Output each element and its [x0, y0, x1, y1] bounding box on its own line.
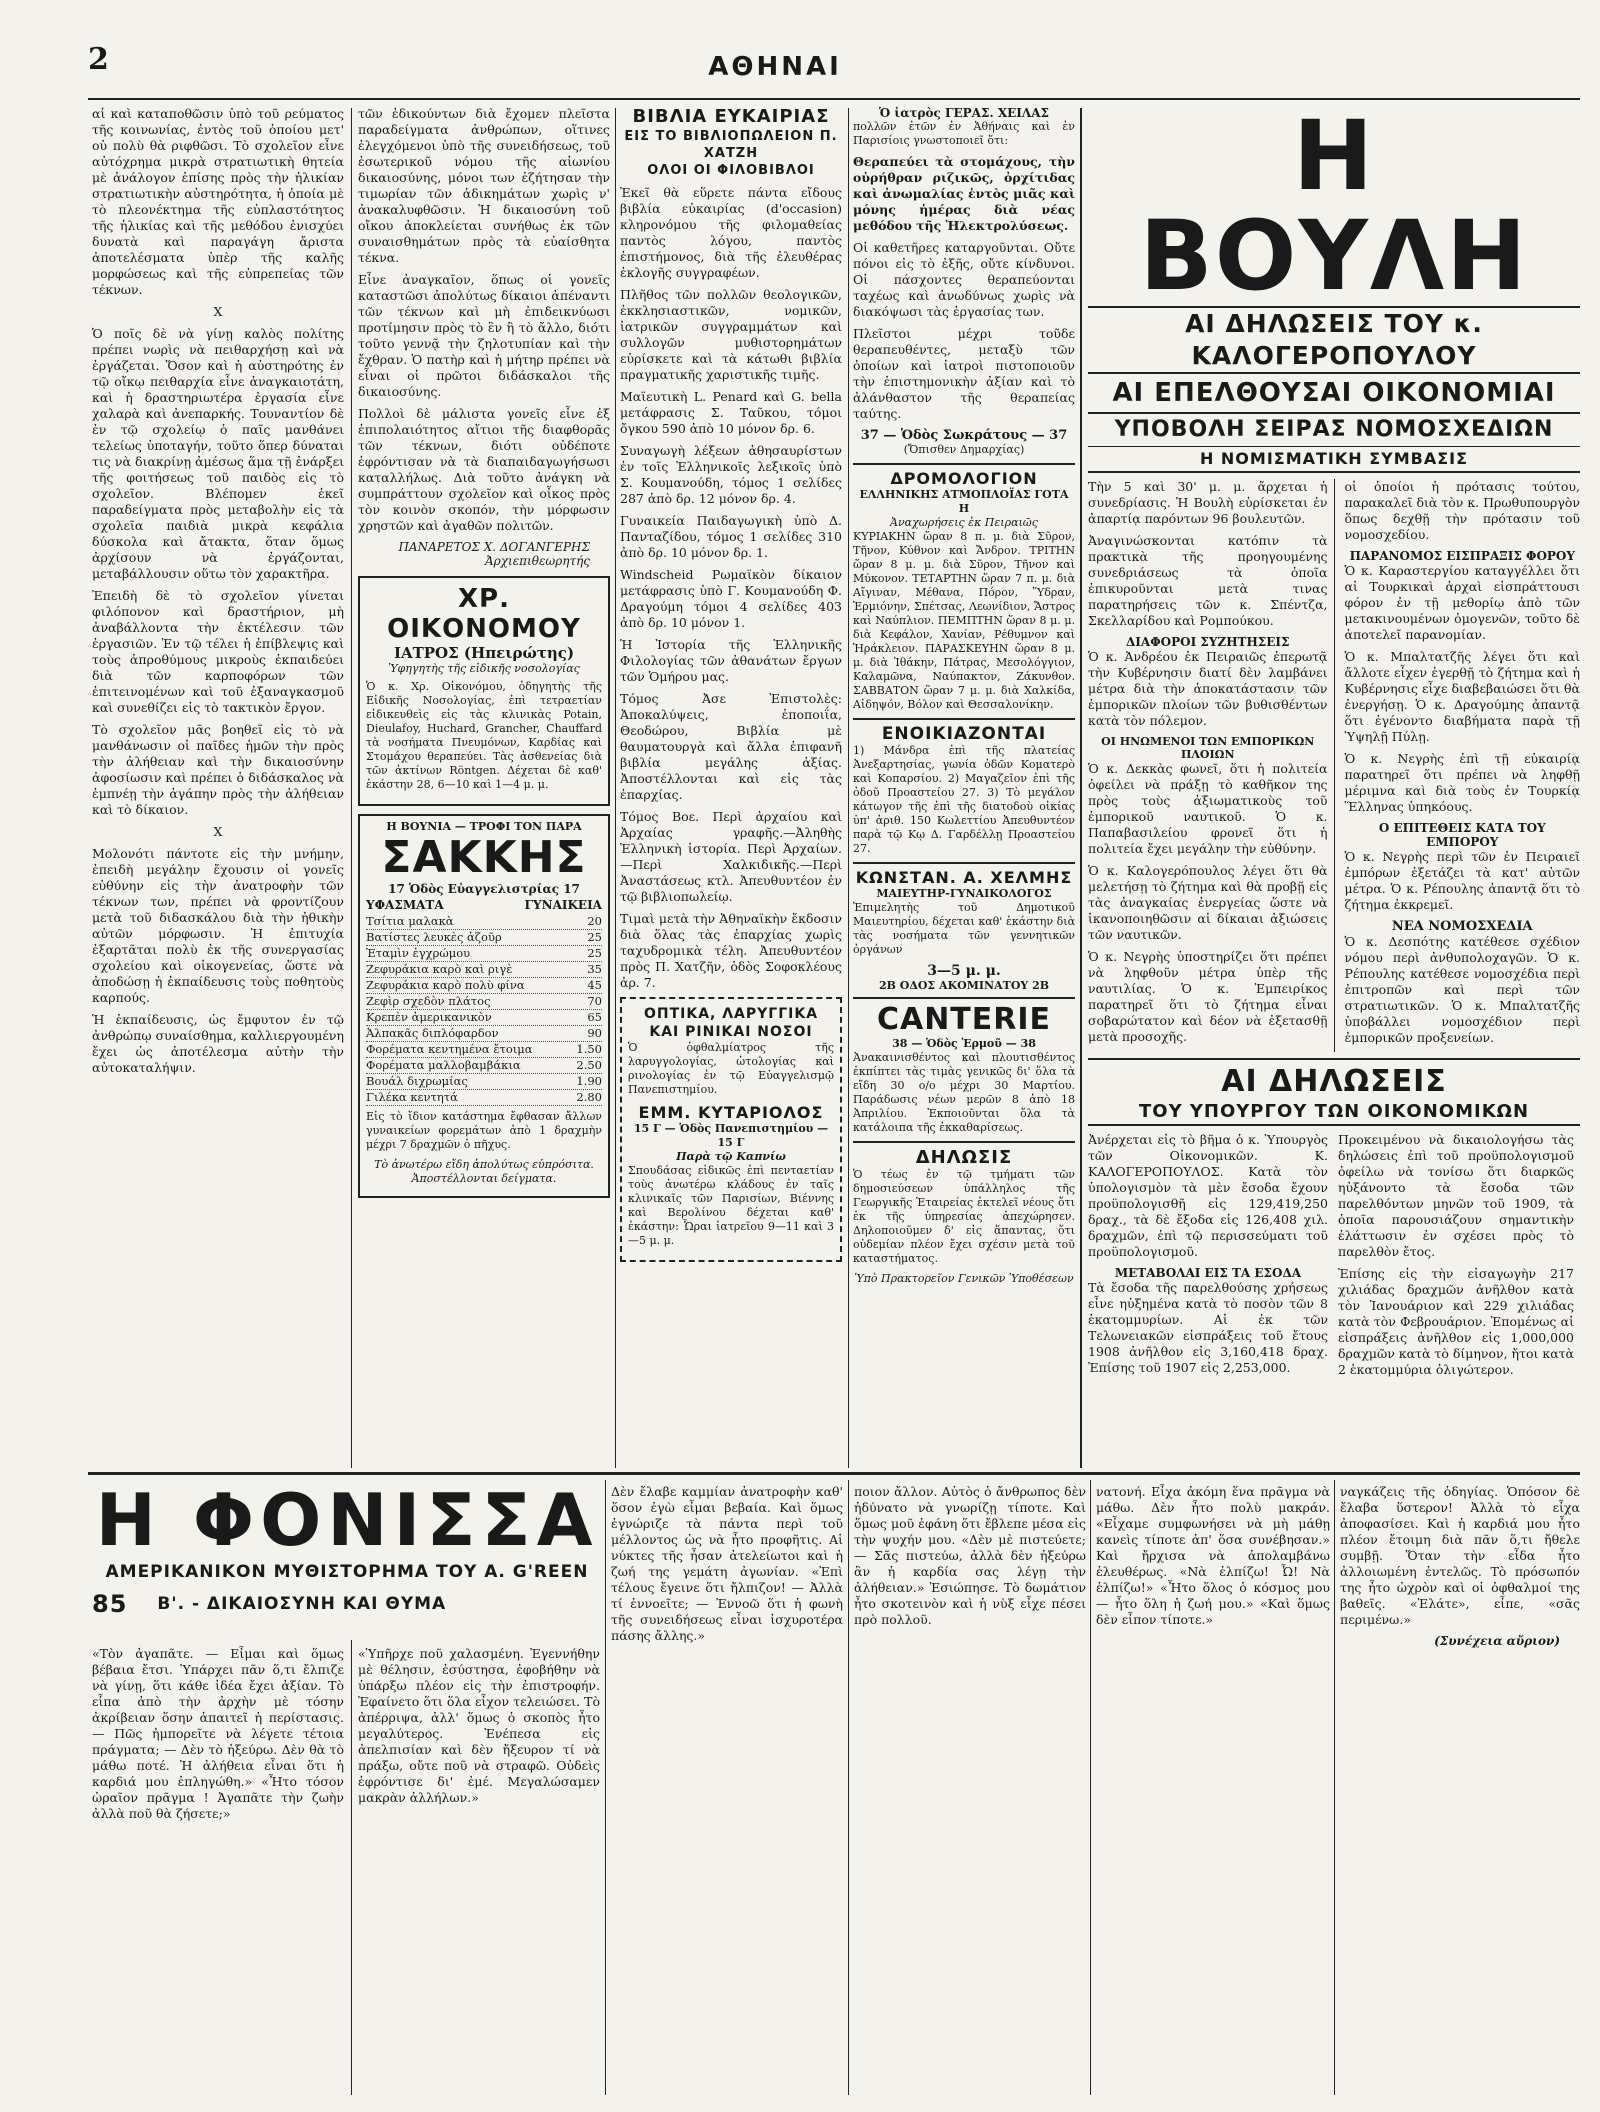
ad-optika-title: ΟΠΤΙΚΑ, ΛΑΡΥΓΓΙΚΑ ΚΑΙ ΡΙΝΙΚΑΙ ΝΟΣΟΙ: [643, 1006, 819, 1040]
paragraph: Ὁ ποῖς δὲ νὰ γίνῃ καλὸς πολίτης πρέπει νωρὶς νὰ πειθαρχήσῃ καὶ νὰ ἐργάζεται. Ὅσον καὶ ἡ αὐστηρότης ἐν τῷ οἴκῳ πειθαρχία εἶνε ἀναγκαιοτάτη, καὶ ἡ δραστηριωτέρα ἐργασία εἶνε χαλαρὰ καὶ ἀνεπαρκής. Τουναντίον δὲ ἐν τῷ σχολείῳ ὁ παῖς μανθάνει τελείως ὑποταγήν, τοῦτο ὅπερ δύναται τις νὰ διακρίνῃ ἀμέσως ἅμα τῇ ἐνάρξει τῆς φοιτήσεως τοῦ παιδὸς εἰς τὸ σχολεῖον. Βλέπομεν ἐκεῖ παραδείγματα πρὸς μεταβολὴν εἰς τὰ σχολεῖα παιδιὰ μικρὰ κεφάλια δύσκολα καὶ ἄτακτα, ὅταν ὅμως ἀρχίσουν νὰ ἐργάζονται, μεταβάλλουσιν οὕτω τὸν χαρακτῆρα.: [92, 326, 344, 581]
paragraph: Ἐπίσης εἰς τὴν εἰσαγωγὴν 217 χιλιάδας δραχμῶν ἀνῆλθον κατὰ τὸν Ἰανουάριον καὶ 229 χιλιάδας κατὰ τὸν Φεβρουάριον. Ἐπομένως αἱ εἰσπράξεις ἀνῆλθον εἰς 1,000,000 δραχμῶν κατὰ τὸ δίμηνον, ἤτοι κατὰ 2 ἑκατομμύρια ὀλιγώτερον.: [1338, 1266, 1574, 1377]
ad-doctor: [358, 576, 610, 806]
paragraph: Μαϊευτικὴ L. Penard καὶ G. bella μετάφρασις Σ. Ταῦκου, τόμοι ὄγκου 590 ἀπὸ 10 μόνον δρ. 6.: [620, 389, 842, 436]
paragraph: Πλῆθος τῶν πολλῶν θεολογικῶν, ἐκκλησιαστικῶν, νομικῶν, ἰατρικῶν συγγραμμάτων καὶ συλλογῶν μυθιστορημάτων εὑρίσκετε καὶ τὰ κάτωθι βιβλία πραγματικῆς χαριστικῆς τιμῆς.: [620, 287, 842, 382]
price-item: Ἐταμὶν ἐγχρώμου: [366, 946, 471, 960]
paragraph: πολλῶν ἐτῶν ἐν Ἀθήναις καὶ ἐν Παρισίοις γνωστοποιεῖ ὅτι:: [853, 120, 1075, 147]
declarations-title: ΑΙ ΔΗΛΩΣΕΙΣ: [1221, 1064, 1447, 1099]
price-row: [366, 1010, 602, 1026]
price-row: [366, 978, 602, 994]
canterie-text: Ἀνακαινισθέντος καὶ πλουτισθέντος ἐκπίπτει τὰς τιμὰς γενικῶς δι' ὅλα τὰ εἴδη 30 ο/ο μέχρι 30 Μαρτίου. Παράδωσις νέων μερῶν 8 ἀπὸ 18 Ἀπριλίου. Ἐκποιοῦνται ὅλα τὰ κατάλοιπα τῆς ἐκκαθαρίσεως.: [853, 1051, 1075, 1134]
price-value: 25: [587, 946, 602, 960]
price-value: 2.80: [576, 1090, 602, 1104]
page-number: 2: [88, 42, 109, 77]
price-row: [366, 1042, 602, 1058]
paragraph: Εἶνε ἀναγκαῖον, ὅπως οἱ γονεῖς καταστῶσι ἀπολύτως δίκαιοι ἀπέναντι τῶν τέκνων καὶ μὴ ἐπιδεικνύωσι προτίμησιν πρὸς τὸ ἓν ἢ τὸ ἄλλο, διότι τοῦτο γεννᾷ τὴν ζηλοτυπίαν καὶ τὴν ἔχθραν. Ὁ πατὴρ καὶ ἡ μήτηρ πρέπει νὰ εἶναι οἱ πρῶτοι διδάσκαλοι τῆς δικαιοσύνης.: [358, 272, 610, 399]
paragraph: Ὁ κ. Νεγρὴς ὑποστηρίζει ὅτι πρέπει νὰ ληφθοῦν μέτρα ὑπὲρ τῆς ναυτιλίας. Ὁ κ. Ἐμπειρίκος παρατηρεῖ ὅτι τὸ ζήτημα εἶναι σοβαρώτατον καὶ δέον νὰ ἐξετασθῇ μετὰ προσοχῆς.: [1088, 949, 1328, 1044]
price-item: Φορέματα μαλλοβαμβάκια: [366, 1058, 521, 1072]
ad-sakkis-banner: Η ΒΟΥΝΙΑ — ΤΡΟΦΙ ΤΟΝ ΠΑΡΑ: [386, 820, 582, 833]
price-item: Βατίστες λευκὲς ἀζοῦρ: [366, 930, 502, 944]
price-value: 70: [587, 994, 602, 1008]
price-value: 35: [587, 962, 602, 976]
paragraph: Τὸ σχολεῖον μᾶς βοηθεῖ εἰς τὸ νὰ μανθάνωσιν οἱ παῖδες ἡμῶν τὴν πρὸς τὴν ἀλήθειαν καὶ τὴν δικαιοσύνην ἀφοσίωσιν καὶ πρέπει ὁ διδάσκαλος νὰ ἐμπνέῃ τὴν ἀγάπην πρὸς τὴν ἀλήθειαν καὶ τὸ δίκαιον.: [92, 722, 344, 817]
col-rule: [605, 1480, 606, 2095]
author-title: Ἀρχιεπιθεωρητής: [485, 554, 590, 568]
novel-col-5: [1096, 1484, 1330, 2094]
price-item: Κρεπὲν ἀμερικανικὸν: [366, 1010, 492, 1024]
paragraph: Συναγωγὴ λέξεων ἀθησαυρίστων ἐν τοῖς Ἑλληνικοῖς λεξικοῖς ὑπὸ Σ. Κουμανούδη, τόμος 1 σελίδες 287 ἀπὸ δρ. 12 μόνον δρ. 4.: [620, 443, 842, 506]
paragraph: Προκειμένου νὰ δικαιολογήσω τὰς δηλώσεις ἐπὶ τοῦ προϋπολογισμοῦ ὀφείλω νὰ τονίσω ὅτι διαρκῶς ηὐξάνοντο τὰ ἔσοδα τῶν παρελθόντων μηνῶν τοῦ 1909, τὰ ὁποῖα παρουσιάζουν σημαντικὴν ἐλάττωσιν ἐν σχέσει πρὸς τὸ παρελθὸν ἔτος.: [1338, 1132, 1574, 1259]
subheading: ΟΙ ΗΝΩΜΕΝΟΙ ΤΩΝ ΕΜΠΟΡΙΚΩΝ ΠΛΟΙΩΝ: [1101, 735, 1315, 761]
paragraph: Windscheid Ρωμαϊκὸν δίκαιον μετάφρασις ὑπὸ Γ. Κουμανούδη Φ. Δραγούμη τόμοι 4 σελίδες 403 ἀπὸ δρ. 10 μόνον 1.: [620, 567, 842, 630]
paragraph: ποιον ἄλλον. Αὐτὸς ὁ ἄνθρωπος δὲν ἠδύνατο νὰ γνωρίζῃ τίποτε. Καὶ ὅμως μοῦ ἐφάνη ὅτι ἔβλεπε μέσα εἰς τὴν ψυχήν μου. «Δὲν μὲ πιστεύετε; — Σᾶς πιστεύω, ἀλλὰ δὲν ἠξεύρω ἂν ἡ καρδία σας λέγῃ τὴν ἀλήθειαν.» Ἐσιώπησε. Τὸ δωμάτιον ἦτο σκοτεινὸν καὶ ἡ νὺξ εἶχε πέσει πρὸ πολλοῦ.: [854, 1484, 1086, 1627]
price-row: [366, 1074, 602, 1090]
novel-col-3: [611, 1484, 843, 2094]
declarations-col-left: [1088, 1132, 1328, 1384]
ad-optika-tag: Παρὰ τῷ Καπνίω: [676, 1150, 786, 1163]
paragraph: Ἐπειδὴ δὲ τὸ σχολεῖον γίνεται φιλόπονον καὶ δραστήριον, μὴ ἀναβάλλοντα τὴν ἐκτέλεσιν τῶν ἐργασιῶν. Ἐν τῷ τέλει ἡ ἐπίβλεψις καὶ τοὺς ἀπροθύμους μικροὺς ἐκπαιδεύει διὰ τῶν καρποφόρων τῶν ἐπιτεινομένων καὶ τοῦ ἐξαναγκασμοῦ καὶ συνεθίζει εἰς τὸ τακτικὸν ἔργον.: [92, 588, 344, 715]
ad-optika-text2: Σπουδάσας εἰδικῶς ἐπὶ πενταετίαν τοὺς ἀνωτέρω κλάδους ἐν ταῖς κλινικαῖς τῶν Παρισίων, Βιέννης καὶ Βερολίνου δέχεται καθ' ἑκάστην: Ὧραι ἰατρεῖου 9—11 καὶ 3—5 μ. μ.: [628, 1164, 834, 1247]
paragraph: Ὁ κ. Καραστεργίου καταγγέλλει ὅτι αἱ Τουρκικαὶ ἀρχαὶ εἰσπράττουσι φόρον ἐν τῇ μεθορίῳ ἀπὸ τῶν μετακινουμένων ὁμογενῶν, τοῦτο δὲ ἀποτελεῖ παρανομίαν.: [1344, 563, 1580, 642]
midwife-address: 2Β ΟΔΟΣ ΑΚΟΜΙΝΑΤΟΥ 2Β: [878, 979, 1050, 992]
col-rule: [1334, 1480, 1335, 2095]
ad-sakkis: [358, 814, 610, 1198]
paragraph: Ὁ κ. Νεγρὴς ἐπὶ τῇ εὐκαιρίᾳ παρατηρεῖ ὅτι πρέπει νὰ ληφθῇ μέριμνα καὶ διὰ τοὺς ἐν Τουρκίᾳ Ἕλληνας ὑπηκόους.: [1344, 751, 1580, 814]
price-item: Γιλέκα κεντητά: [366, 1090, 458, 1104]
ad-sakkis-note2: Τὸ ἀνωτέρω εἴδη ἀπολύτως εὐπρόσιτα. Ἀποστέλλονται δείγματα.: [374, 1158, 594, 1185]
novel-subtitle: ΑΜΕΡΙΚΑΝΙΚΟΝ ΜΥΘΙΣΤΟΡΗΜΑ ΤΟΥ Α. G'REEN: [105, 1562, 589, 1582]
novel-col-4: [854, 1484, 1086, 2094]
paragraph: Ἡ Ἰστορία τῆς Ἑλληνικῆς Φιλολογίας τῶν ἀθανάτων ἔργων τῶν Ὁμήρου μας.: [620, 637, 842, 684]
ad-sakkis-address: 17 Ὁδὸς Εὐαγγελιστρίας 17: [388, 882, 580, 896]
paragraph: νατονή. Εἶχα ἀκόμη ἕνα πρᾶγμα νὰ μάθω. Δὲν ἦτο πολὺ μακράν. «Εἶχαμε συμφωνήσει νὰ μὴ μάθῃ κανεὶς τίποτε ἀπ' ὅσα συνέβησαν.» Καὶ ἤρχισα νὰ ἀπολαμβάνω ἐλευθέρως. «Νὰ ἐλπίζω! Ὦ! Νὰ ἐλπίζω!» «Ἦτο ὅλος ὁ κόσμος μου — ἦτο ὅλη ἡ ζωή μου.» «Καὶ ὅμως δὲν εἶπον τίποτε.»: [1096, 1484, 1330, 1627]
paragraph: Ὁ κ. Μπαλτατζῆς λέγει ὅτι καὶ ἄλλοτε εἶχεν ἐγερθῇ τὸ ζήτημα καὶ ἡ Κυβέρνησις εἶχε διαβεβαιώσει ὅτι θὰ ἐνεργήσῃ. Ὁ κ. Δραγούμης ἀπαντᾷ ὅτι ἐγένοντο διαβήματα παρὰ τῇ Ὑψηλῇ Πύλῃ.: [1344, 649, 1580, 744]
price-value: 1.90: [576, 1074, 602, 1088]
paragraph: Ὁ κ. Καλογερόπουλος λέγει ὅτι θὰ μελετήσῃ τὸ ζήτημα καὶ θὰ προβῇ εἰς τὰς ἀναγκαίας ἐνεργείας ὥστε νὰ ἱκανοποιηθῶσιν αἱ δίκαιαι ἀξιώσεις τῶν ναυτικῶν.: [1088, 863, 1328, 942]
headline-vouli: Η ΒΟΥΛΗ: [1139, 106, 1529, 312]
declarations-block: [1088, 1058, 1580, 1384]
paragraph: Μολονότι πάντοτε εἰς τὴν μνήμην, ἐπειδὴ μεγάλην ἔχουσιν οἱ γονεῖς εὐθύνην εἰς τὴν ἀνατροφὴν τῶν τέκνων των, πρέπει νὰ φροντίζουν μετὰ τοῦ διδασκάλου διὰ τὴν ἠθικὴν αὐτῶν μόρφωσιν. Ἡ ἐπιτυχία ἐξαρτᾶται πολὺ ἐκ τῆς συνεργασίας σχολείου καὶ οἰκογενείας, ὥστε νὰ ἀποδώσῃ ἡ ἐκπαίδευσις τοὺς ποθητοὺς καρπούς.: [92, 846, 344, 1005]
rent-title: ΕΝΟΙΚΙΑΖΟΝΤΑΙ: [881, 724, 1047, 744]
declarations-col-right: [1338, 1132, 1574, 1384]
paragraph: αἱ καὶ καταποθῶσιν ὑπὸ τοῦ ρεύματος τῆς κοινωνίας, ἐντὸς τοῦ ὁποίου μετ' οὐ πολὺ θὰ ριφθῶσι. Τὸ σχολεῖον εἶνε αὐτόχρημα μικρὰ στρατιωτικὴ θητεία μὲ ἀνάλογον ἐπίσης πρὸς τὴν ἡλικίαν στρατιωτικὴν αὐστηρότητα, ἡ ὁποία μὲ τὸ πλεονέκτημα τῆς εὐπλαστότητος τῆς ἡλικίας καὶ τῆς μεθόδου ἐνισχύει δυνατὰ καὶ παραγάγη ἄριστα ἀποτελέσματα ὑπὲρ τῆς καλῆς μορφώσεως καὶ τῆς εὐπρεπείας τῶν τέκνων.: [92, 106, 344, 297]
col-rule: [615, 108, 616, 1468]
price-row: [366, 930, 602, 946]
column-3: [620, 106, 842, 1466]
price-value: 1.50: [576, 1042, 602, 1056]
ad-sakkis-note: Εἰς τὸ ἴδιον κατάστημα ἔφθασαν ἄλλων γυναικείων φορεμάτων ἀπὸ 1 δραχμὴν μέχρι 7 δραχμῶν ὁ πῆχυς.: [366, 1110, 602, 1151]
col-rule: [848, 1480, 849, 2095]
column-4: [853, 106, 1075, 1466]
declaration-title: ΔΗΛΩΣΙΣ: [915, 1147, 1013, 1168]
schedule-subtitle: ΕΛΛΗΝΙΚΗΣ ΑΤΜΟΠΛΟΪΑΣ ΓΟΤΑ Η: [859, 488, 1069, 515]
price-value: 25: [587, 930, 602, 944]
paragraph: Γυναικεία Παιδαγωγικὴ ὑπὸ Δ. Πανταζίδου, τόμος 1 σελίδες 310 ἀπὸ δρ. 10 μόνον δρ. 1.: [620, 513, 842, 560]
header-rule: [88, 98, 1580, 100]
midwife-subtitle: ΜΑΙΕΥΤΗΡ-ΓΥΝΑΙΚΟΛΟΓΟΣ: [876, 887, 1052, 900]
price-item: Βουάλ διχρωμίας: [366, 1074, 468, 1088]
price-value: 65: [587, 1010, 602, 1024]
price-value: 20: [587, 914, 602, 928]
continued-note: (Συνέχεια αὔριον): [1434, 1634, 1560, 1648]
midwife-title: ΚΩΝΣΤΑΝ. Α. ΧΕΛΜΗΣ: [855, 868, 1073, 887]
novel-installment-number: 85: [92, 1590, 128, 1618]
price-list: [366, 914, 602, 1106]
price-row: [366, 1090, 602, 1106]
canterie-address: 38 — Ὁδὸς Ἑρμοῦ — 38: [892, 1037, 1036, 1050]
price-value: 90: [587, 1026, 602, 1040]
price-item: Ζεφυράκια καρὸ πολὺ φίνα: [366, 978, 525, 992]
paragraph: Οἱ καθετῆρες καταργοῦνται. Οὔτε πόνοι εἰς τὸ ἐξῆς, οὔτε κίνδυνοι. Οἱ πάσχοντες θεραπεύονται ταχέως καὶ ἀνωδύνως χωρὶς νὰ διακόψωσι τὰς ἐργασίας των.: [853, 240, 1075, 319]
books-ad-subtitle: ΕΙΣ ΤΟ ΒΙΒΛΙΟΠΩΛΕΙΟΝ Π. ΧΑΤΖΗ: [624, 129, 838, 161]
price-item: Ζεφυράκια καρὸ καὶ ριγὲ: [366, 962, 513, 976]
subheading: ΠΑΡΑΝΟΜΟΣ ΕΙΣΠΡΑΞΙΣ ΦΟΡΟΥ: [1349, 549, 1575, 563]
paragraph: ναγκάζεις τῆς ὁδηγίας. Ὁπόσον δὲ ἔλαβα ὕστερον! Ἀλλὰ τὸ εἶχα ἀποφασίσει. Καὶ ἡ καρδιά μου ἦτο πλέον ἔτοιμη διὰ πᾶν ὅ,τι ἤθελε συμβῇ. Ὅταν τὴν εἶδα ἦτο ἀλλοιωμένη ἐντελῶς. Τὸ πρόσωπόν της ἦτο ὠχρὸν καὶ οἱ ὀφθαλμοί της βαθεῖς. «Ἐλάτε», εἶπε, «σᾶς περιμένω.»: [1340, 1484, 1580, 1627]
novel-header: [92, 1480, 602, 1640]
ad-doctor-text: Ὁ κ. Χρ. Οἰκονόμου, ὁδηγητὴς τῆς Εἰδικῆς Νοσολογίας, ἐπὶ τετραετίαν εἰδικευθεὶς εἰς τὰς κλινικὰς Potain, Dieulafoy, Huchard, Grancher, Chauffard τὰ νοσήματα Πνευμόνων, Καρδίας καὶ Στομάχου θεραπεύει. Τὰς ἀσθενείας διὰ τῶν ἀκτίνων Röntgen. Δέχεται δὲ καθ' ἑκάστην 28, 6—10 καὶ 1—4 μ. μ.: [366, 680, 602, 791]
paragraph: Ἡ ἐκπαίδευσις, ὡς ἔμφυτον ἐν τῷ ἀνθρώπῳ συναίσθημα, καλλιεργουμένη ἔχει ὡς ἀποτέλεσμα αὐτὴν τὴν αὐτοκαταλήψιν.: [92, 1012, 344, 1075]
paragraph: Ἀνέρχεται εἰς τὸ βῆμα ὁ κ. Ὑπουργὸς τῶν Οἰκονομικῶν. Κ. ΚΑΛΟΓΕΡΟΠΟΥΛΟΣ. Κατὰ τὸν ὑπολογισμὸν τὰ μὲν ἔσοδα ἔχουν προϋπολογισθῆ εἰς 129,419,250 δραχ., τὰ δὲ ἔξοδα εἰς 126,408 χιλ. δραχμῶν, ἐπὶ τῷ περισσεύματι τοῦ προϋπολογισμοῦ.: [1088, 1132, 1328, 1259]
author-signature: ΠΑΝΑΡΕΤΟΣ Χ. ΔΟΓΑΝΓΕΡΗΣ: [398, 540, 590, 554]
novel-col-6: [1340, 1484, 1580, 2094]
paragraph: Τὰ ἔσοδα τῆς παρελθούσης χρήσεως εἶνε ηὐξημένα κατὰ τὸ ποσὸν τῶν 8 ἑκατομμυρίων. Αἱ ἐκ τῶν Τελωνειακῶν εἰσπράξεις τοῦ ἔτους 1908 ἀνῆλθον εἰς 3,160,418 δραχ. Ἐπίσης τοῦ 1907 εἰς 2,253,000.: [1088, 1280, 1328, 1375]
column-1: [92, 106, 344, 1466]
price-item: Ζεφὶρ σχεδὸν πλάτος: [366, 994, 491, 1008]
price-row: [366, 946, 602, 962]
declarations-subtitle: ΤΟΥ ΥΠΟΥΡΓΟΥ ΤΩΝ ΟΙΚΟΝΟΜΙΚΩΝ: [1088, 1100, 1580, 1126]
ad-sakkis-title: ΣΑΚΚΗΣ: [381, 832, 587, 883]
paragraph: Τὴν 5 καὶ 30' μ. μ. ἄρχεται ἡ συνεδρίασις. Ἡ Βουλὴ εὑρίσκεται ἐν ἀπαρτίᾳ παρόντων 96 βουλευτῶν.: [1088, 479, 1328, 526]
novel-col-2: [358, 1646, 600, 2096]
ad-doctor-title: ΧΡ. ΟΙΚΟΝΟΜΟΥ: [387, 584, 581, 644]
ad-optika-text: Ὁ ὁφθαλμίατρος τῆς λαρυγγολογίας, ὠτολογίας καὶ ρινολογίας ἐν τῷ Εὐαγγελισμῷ Πανεπιστημίου.: [628, 1041, 834, 1096]
parliament-col-right: [1345, 479, 1581, 1052]
price-row: [366, 1058, 602, 1074]
paragraph: Θεραπεύει τὰ στομάχους, τὴν οὐρήθραν ριζικῶς, ὀρχίτιδας καὶ ἀνωμαλίας ἐντὸς μιᾶς καὶ μόνης ἡμέρας διὰ νέας μεθόδου τῆς Ἠλεκτρολύσεως.: [853, 154, 1075, 233]
col-rule: [848, 108, 849, 1468]
paragraph: Τόμος Βοε. Περὶ ἀρχαίου καὶ Ἀρχαίας γραφῆς.—Ἀληθὴς Ἑλληνικὴ ἱστορία. Περὶ Ἀρχαίων.—Περὶ Χαλκιδικῆς.—Περὶ Ἀναστάσεως κτλ. Ἀπευθυντέον ἐν τῷ βιβλιοπωλείῳ.: [620, 809, 842, 904]
price-row: [366, 914, 602, 930]
paragraph: Ὁ κ. Νεγρὴς περὶ τῶν ἐν Πειραιεῖ ἐμπόρων ἐξετάζει τὰ κατ' αὐτῶν μέτρα. Ὁ κ. Ρέπουλης ἀπαντᾷ ὅτι τὸ ζήτημα ἐκκρεμεῖ.: [1344, 849, 1580, 912]
paragraph: Ὁ κ. Δεσπότης κατέθεσε σχέδιον νόμου περὶ ἀνθυπολοχαγῶν. Ὁ κ. Ρέπουλης κατέθεσε νομοσχέδια περὶ ἐπιτροπῶν καὶ περὶ τῶν στρατιωτικῶν. Ὁ κ. Μπαλτατζῆς ὑποβάλλει νομοσχέδιον περὶ ἐμπορικῶν προξενείων.: [1344, 934, 1580, 1045]
price-item: Φορέματα κεντημένα ἔτοιμα: [366, 1042, 533, 1056]
price-row: [366, 994, 602, 1010]
paragraph: Τόμος Ἀσε Ἐπιστολὲς: Ἀποκαλύψεις, ἐποποιΐα, Θεοδώρου, Βιβλία μὲ θαυματουργὰ καὶ ἄλλα ἐπιφανῆ βιβλία μεγάλης ἀξίας. Ἀποστέλλονται καὶ εἰς τὰς ἐπαρχίας.: [620, 691, 842, 802]
novel-title: Η ΦΟΝΙΣΣΑ: [95, 1480, 599, 1562]
separator: Χ: [213, 824, 223, 839]
paragraph: οἱ ὁποίοι ἡ πρότασις τούτου, παρακαλεῖ διὰ τὸν κ. Πρωθυπουργὸν ὅπως δεχθῇ τὴν πρότασιν τοῦ νομοσχεδίου.: [1344, 479, 1580, 542]
subheading: ΝΕΑ ΝΟΜΟΣΧΕΔΙΑ: [1391, 919, 1533, 934]
midwife-text: Ἐπιμελητὴς τοῦ Δημοτικοῦ Μαιευτηρίου, δέχεται καθ' ἑκάστην διὰ τὰς νοσήματα τῶν γεννητικῶν ὀργάνων: [853, 901, 1075, 956]
parliament-col-left: [1088, 479, 1335, 1052]
col-rule: [1080, 108, 1082, 1468]
col-rule: [351, 1640, 352, 2095]
books-ad-subtitle2: ΟΛΟΙ ΟΙ ΦΙΛΟΒΙΒΛΟΙ: [647, 163, 815, 178]
price-value: 2.50: [576, 1058, 602, 1072]
doctor-ad-title: Ὁ ἰατρὸς ΓΕΡΑΣ. ΧΕΙΛΑΣ: [879, 106, 1049, 120]
ad-sakkis-heading2: ΓΥΝΑΙΚΕΙΑ: [524, 898, 602, 912]
books-ad-title: ΒΙΒΛΙΑ ΕΥΚΑΙΡΙΑΣ: [632, 106, 830, 127]
rent-text: 1) Μάνδρα ἐπὶ τῆς πλατείας Ἀνεξαρτησίας, γωνία ὁδῶν Κοματερὸ καὶ Κοπαρσίου. 2) Μαγαζεῖον ἐπὶ τῆς ὁδοῦ Προαστείου 27. 3) Τὸ μεγάλον κάτωγον τῆς ἐπὶ τῆς διατοδοὺ οἰκίας ὑπ' ἀριθ. 150 Κωλεττίου Ἀπευθυντέον παρὰ τῷ Κῳ Δ. Γαρδέλλῃ Προαστείου 27.: [853, 744, 1075, 855]
price-row: [366, 962, 602, 978]
ad-optika: [620, 997, 842, 1262]
headline-5: Η ΝΟΜΙΣΜΑΤΙΚΗ ΣΥΜΒΑΣΙΣ: [1088, 447, 1580, 473]
headline-4: ΥΠΟΒΟΛΗ ΣΕΙΡΑΣ ΝΟΜΟΣΧΕΔΙΩΝ: [1088, 414, 1580, 447]
canterie-title: CANTERIE: [876, 1002, 1052, 1037]
col-rule: [1090, 1480, 1091, 2095]
price-row: [366, 1026, 602, 1042]
masthead: ΑΘΗΝΑΙ: [708, 52, 842, 82]
paragraph: Πλεῖστοι μέχρι τοῦδε θεραπευθέντες, μεταξὺ τῶν ὁποίων καὶ ἰατροὶ πιστοποιοῦν τὴν ἐπιστημονικὴν ἀξίαν καὶ τὸ ἀλάνθαστον τῆς θεραπείας ταύτης.: [853, 326, 1075, 421]
schedule-text: ΚΥΡΙΑΚΗΝ ὥραν 8 π. μ. διὰ Σῦρον, Τῆνον, Κύθνον καὶ Ἄνδρον. ΤΡΙΤΗΝ ὥραν 8 μ. μ. διὰ Σῦρον, Τῆνον καὶ Μύκονον. ΤΕΤΑΡΤΗΝ ὥραν 7 π. μ. διὰ Αἴγιναν, Μέθανα, Πόρον, Ὕδραν, Ἑρμιόνην, Σπέτσας, Λεωνίδιον, Ἄστρος καὶ Ναύπλιον. ΠΕΜΠΤΗΝ ὥραν 8 μ. μ. διὰ Κεφάλον, Χανίαν, Ρέθυμνον καὶ Ἡράκλειον. ΠΑΡΑΣΚΕΥΗΝ ὥραν 8 μ. μ. διὰ Ἰθάκην, Πάτρας, Μεσολόγγιον, Καλαμῶνα, Ναύπακτον, Ζάκυνθον. ΣΑΒΒΑΤΟΝ ὥραν 7 μ. μ. διὰ Χαλκίδα, Αἰδηψόν, Βόλον καὶ Θεσσαλονίκην.: [853, 530, 1075, 711]
paragraph: Ἐκεῖ θὰ εὕρετε πάντα εἴδους βιβλία εὐκαιρίας (d'occasion) κληρονόμου τῆς φιλομαθείας παντὸς λόγου, παντὸς ἐπιστήμονος, διὰ τῆς ἐλευθέρας ἐκλογῆς συγγραφέων.: [620, 185, 842, 280]
paragraph: «Τὸν ἀγαπᾶτε. — Εἶμαι καὶ ὅμως βέβαια ἔτσι. Ὑπάρχει πᾶν ὅ,τι ἔλπιζε νὰ γίνῃ, ὅτι κάθε ἰδέα ἔχει ἀξίαν. Τὸ εἶπα ἀπὸ τὴν ἀρχὴν μὲ τόσην ἀκρίβειαν ὅσην ἀπαιτεῖ ἡ περίστασις. — Πῶς ἠμπορεῖτε νὰ λέγετε τέτοια πράγματα; — Δὲν τὸ ἠξεύρω. Δὲν θὰ τὸ μάθω ποτέ. Ἡ ἀλήθεια εἶναι ὅτι ἡ καρδιά μου ἐπληγώθη.» «Ἦτο τόσον ὡραῖον πρᾶγμα ! Ἀγαπᾶτε τὴν ζωὴν ἀλλὰ ποῦ θὰ ζήσετε;»: [92, 1646, 344, 1821]
headline-3: ΑΙ ΕΠΕΛΘΟΥΣΑΙ ΟΙΚΟΝΟΜΙΑΙ: [1088, 374, 1580, 414]
ad-sakkis-heading1: ΥΦΑΣΜΑΤΑ: [366, 898, 444, 912]
ad-optika-name: ΕΜΜ. ΚΥΤΑΡΙΟΛΟΣ: [638, 1103, 824, 1122]
headline-2: ΑΙ ΔΗΛΩΣΕΙΣ ΤΟΥ κ. ΚΑΛΟΓΕΡΟΠΟΥΛΟΥ: [1088, 306, 1580, 374]
doctor-address: 37 — Ὁδὸς Σωκράτους — 37: [860, 428, 1068, 443]
paragraph: τῶν ἐδικούντων διὰ ἔχομεν πλεῖστα παραδείγματα ἀνθρώπων, οἵτινες ἐλεγχόμενοι ὑπὸ τῆς συνειδήσεως, τοῦ ἐσωτερικοῦ νόμου τῆς αἰωνίου δικαιοσύνης, μόνοι των ἐζήτησαν τὴν τιμωρίαν τῶν ἀδικημάτων χωρὶς ν' ἀνακαλυφθῶσιν. Ἡ δικαιοσύνη τοῦ οἴκου ἀποκλείεται συνήθως ἐκ τῶν συναισθημάτων πρὸς τὰ εὐαίσθητα τέκνα.: [358, 106, 610, 265]
subheading: ΔΙΑΦΟΡΟΙ ΣΥΖΗΤΗΣΕΙΣ: [1125, 635, 1290, 649]
ad-doctor-subtitle: ΙΑΤΡΟΣ (Ηπειρώτης): [393, 644, 575, 662]
paragraph: Πολλοὶ δὲ μάλιστα γονεῖς εἶνε ἐξ ἐπιπολαιότητος αἴτιοι τῆς διαφθορᾶς τῶν τέκνων, διότι οὐδέποτε ἐφρόντισαν νὰ τὰ διαπαιδαγωγήσωσι καταλλήλως. Διὰ τοῦτο ἀνάγκη νὰ συμπράττουν σχολεῖον καὶ οἶκος πρὸς τὸν κοινὸν σκοπόν, τὴν μόρφωσιν χρηστῶν καὶ ἀγαθῶν πολιτῶν.: [358, 406, 610, 533]
midwife-hours: 3—5 μ. μ.: [927, 963, 1001, 979]
novel-part: Β'. - ΔΙΚΑΙΟΣΥΝΗ ΚΑΙ ΘΥΜΑ: [157, 1594, 447, 1614]
schedule-title: ΔΡΟΜΟΛΟΓΙΟΝ: [890, 469, 1038, 488]
section-rule: [88, 1472, 1580, 1475]
col-rule: [351, 108, 352, 1468]
parliament-section: [1088, 106, 1580, 1468]
paragraph: Ὁ κ. Δεκκὰς φωνεῖ, ὅτι ἡ πολιτεία ὀφείλει νὰ πράξῃ τὸ καθῆκον της πρὸς τοὺς ἀξιωματικοὺς τοῦ ἐμπορικοῦ ναυτικοῦ. Ὁ κ. Παπαβασιλείου φρονεῖ ὅτι ἡ πολιτεία ἔχει μεγάλην τὴν εὐθύνην.: [1088, 761, 1328, 856]
separator: Χ: [213, 304, 223, 319]
subheading: ΜΕΤΑΒΟΛΑΙ ΕΙΣ ΤΑ ΕΣΟΔΑ: [1114, 1266, 1302, 1280]
paragraph: Δὲν ἔλαβε καμμίαν ἀνατροφὴν καθ' ὅσον ἐγὼ εἶμαι βεβαία. Καὶ ὅμως ἐγνώριζε τὰ πάντα περὶ τοῦ μέλλοντος ὡς νὰ ἦτο προφῆτις. Αἱ νύκτες τῆς ἦσαν ἀτελείωτοι καὶ ἡ ζωή της γεμάτη ἀγωνίαν. «Ἐπὶ τέλους ἔγεινε ὅτι ἤλπιζον! — Ἀλλὰ τί ἐννοεῖτε; — Ἐννοῶ ὅτι ἡ φωνὴ τῆς συνειδήσεως εἶναι ἰσχυροτέρα πάσης ἄλλης.»: [611, 1484, 843, 1643]
ad-optika-address: 15 Γ — Ὁδὸς Πανεπιστημίου — 15 Γ: [633, 1122, 829, 1149]
paragraph: Ὁ κ. Ἀνδρέου ἐκ Πειραιῶς ἐπερωτᾷ τὴν Κυβέρνησιν διατί δὲν λαμβάνει μέτρα διὰ τὴν ἀποκατάστασιν τῶν ἐμπορικῶν πλοίων τῶν βυθισθέντων κατὰ τὸν πόλεμον.: [1088, 649, 1328, 728]
paragraph: Τιμαὶ μετὰ τὴν Ἀθηναϊκὴν ἔκδοσιν διὰ ὅλας τὰς ἐπαρχίας χωρὶς ταχυδρομικὰ τέλη. Ἀπευθυντέον πρὸς Π. Χατζῆν, ὁδὸς Σοφοκλέους ἀρ. 7.: [620, 911, 842, 990]
price-item: Ἀλπακᾶς διπλόφαρδον: [366, 1026, 499, 1040]
novel-col-1: [92, 1646, 344, 2096]
paragraph: Ἀναγινώσκονται κατόπιν τὰ πρακτικὰ τῆς προηγουμένης συνεδριάσεως τὰ ὁποῖα ἐπικυροῦνται μετὰ τινας παρατηρήσεις τῶν κ. Σπέντζα, Σκελλαρίδου καὶ Ρομπούκου.: [1088, 533, 1328, 628]
subheading: Ο ΕΠΙΤΕΘΕΙΣ ΚΑΤΑ ΤΟΥ ΕΜΠΟΡΟΥ: [1378, 821, 1546, 849]
schedule-subtitle2: Ἀναχωρήσεις ἐκ Πειραιῶς: [890, 516, 1038, 529]
price-value: 45: [587, 978, 602, 992]
declaration-signature: Ὑπὸ Πρακτορεῖον Γενικῶν Ὑποθέσεων: [854, 1272, 1074, 1285]
declaration-text: Ὁ τέως ἐν τῷ τμήματι τῶν δημοσιεύσεων ὑπάλληλος τῆς Γεωργικῆς Ἑταιρείας ἐκτελεῖ νέους ὅτι ἐκ τῆς ὑπηρεσίας ἀπεχώρησεν. Δηλοποιοῦμεν δ' εἰς ἅπαντας, ὅτι οὐδεμίαν πλέον ἔχει σχέσιν μετὰ τοῦ καταστήματος.: [853, 1168, 1075, 1265]
ad-doctor-subtitle2: Ὑφηγητὴς τῆς εἰδικῆς νοσολογίας: [388, 662, 580, 675]
paragraph: «Ὑπῆρχε ποῦ χαλασμένη. Ἐγεννήθην μὲ θέλησιν, ἐσύστησα, ἐφοβήθην νὰ ὑπάρξω πλέον εἰς τὴν ἐπιστροφήν. Ἐφαίνετο ὅτι ὅλα εἶχον τελειώσει. Τὸ ἀπέρριψα, ἀλλ' ὅμως ὁ σκοπὸς ἦτο μεγαλύτερος. Ἐνέπεσα εἰς ἀπελπισίαν καὶ δὲν ἤξευρον τί νὰ πράξω, οὔτε ποῦ νὰ στραφῶ. Οὐδεὶς ἐφρόντισε δι' ἐμέ. Μεγαλώσαμεν μακρὰν ἀλλήλων.»: [358, 1646, 600, 1805]
column-2: [358, 106, 610, 1466]
price-item: Τσίτια μαλακὰ: [366, 914, 454, 928]
doctor-address2: (Ὄπισθεν Δημαρχίας): [903, 443, 1025, 456]
